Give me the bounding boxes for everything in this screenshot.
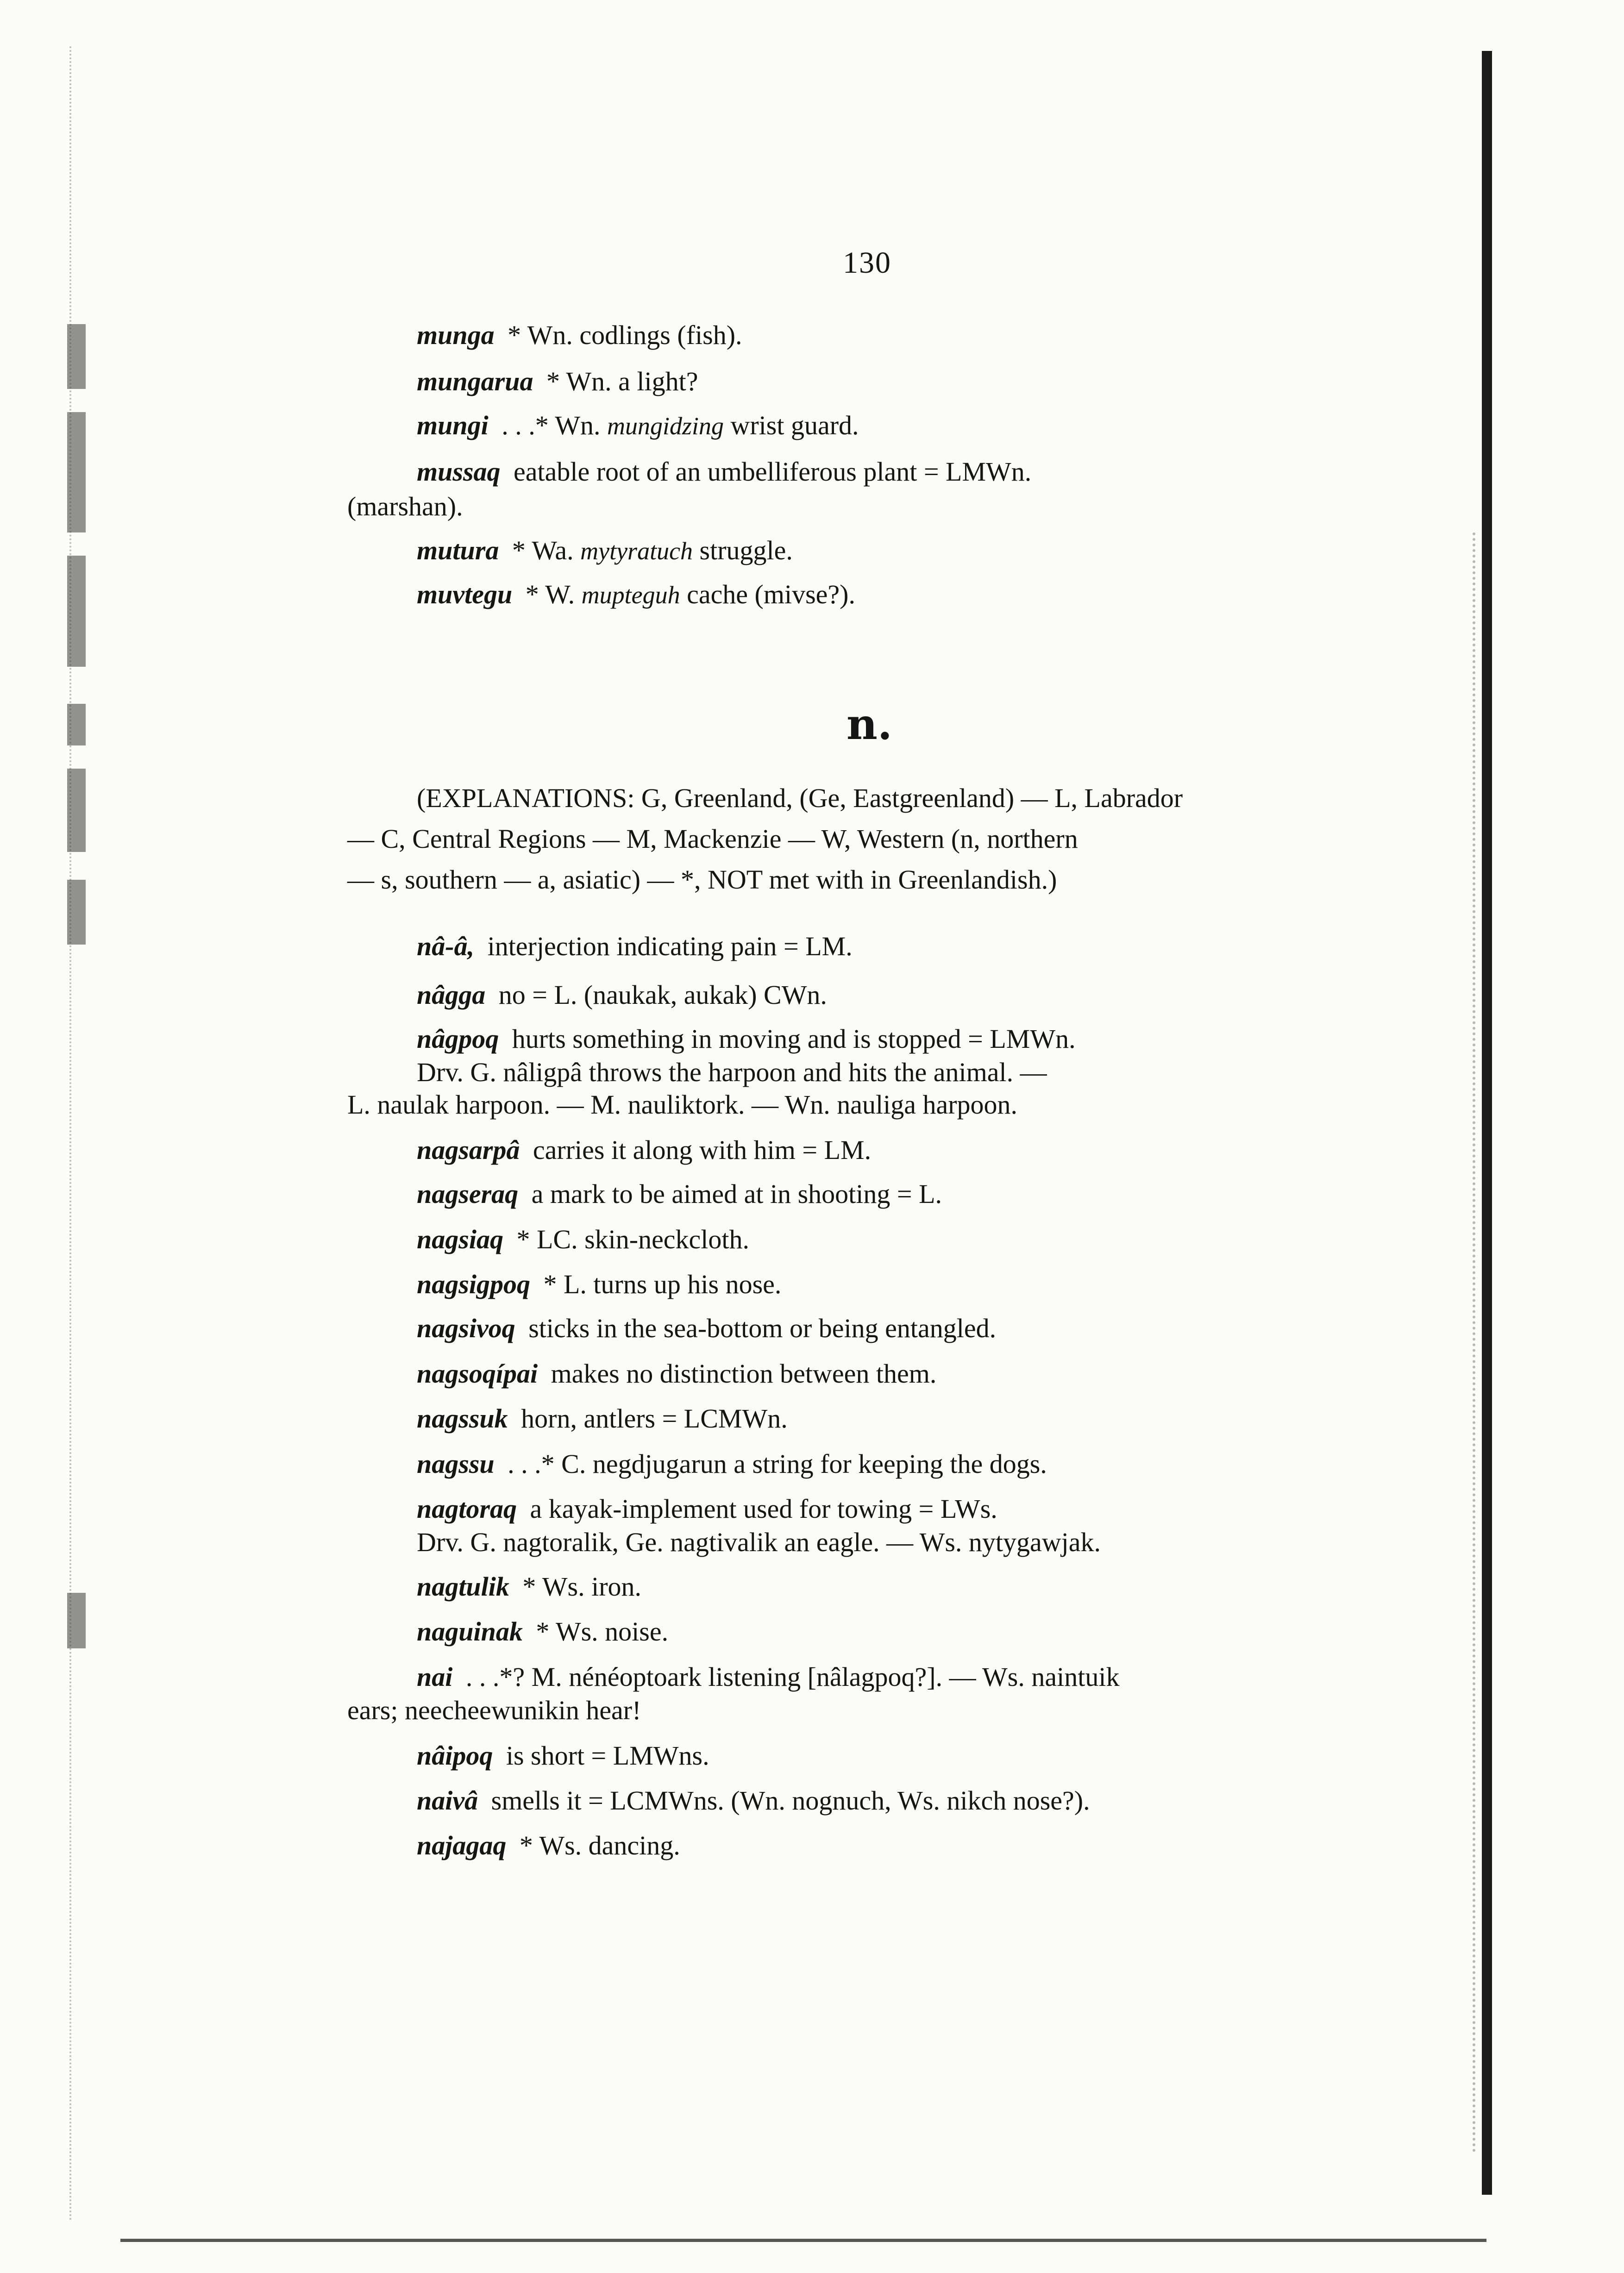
definition: * Ws. iron. — [515, 1572, 642, 1602]
list-item-continuation — [347, 1089, 1343, 1121]
definition: carries it along with him = LM. — [526, 1135, 872, 1165]
headword: nagssuk — [417, 1403, 508, 1434]
definition: sticks in the sea-bottom or being entangled. — [521, 1313, 997, 1343]
list-item — [417, 410, 1343, 442]
definition: . . .* Wn. — [495, 410, 607, 440]
derivation — [417, 1057, 1343, 1088]
list-item — [417, 535, 1343, 567]
source-form: mupteguh — [581, 581, 680, 609]
list-item — [417, 1023, 1343, 1055]
scan-edge-right-frayed — [1473, 532, 1489, 2153]
definition-tail: wrist guard. — [723, 410, 859, 440]
definition: * W. — [519, 579, 582, 609]
headword: nagseraq — [417, 1179, 519, 1209]
list-item — [417, 1830, 1343, 1861]
headword: nagsarpâ — [417, 1135, 520, 1165]
headword: nagsigpoq — [417, 1269, 530, 1299]
explanations-line: — C, Central Regions — M, Mackenzie — W, Western (n, northern — [347, 824, 1078, 854]
definition: horn, antlers = LCMWn. — [514, 1403, 788, 1434]
definition: * Wn. a light? — [539, 366, 698, 396]
scan-speckle — [67, 704, 86, 745]
section-letter: n. — [846, 699, 892, 749]
list-item — [417, 1269, 1343, 1300]
definition: a kayak-implement used for towing = LWs. — [523, 1494, 997, 1524]
definition: * LC. skin-neckcloth. — [509, 1224, 750, 1254]
headword: nâ-â, — [417, 931, 475, 961]
list-item-continuation — [347, 491, 1343, 522]
definition: no = L. (naukak, aukak) CWn. — [492, 980, 827, 1010]
definition: interjection indicating pain = LM. — [481, 931, 853, 961]
definition: . . .*? M. nénéoptoark listening [nâlagpoq?]. — Ws. naintuik — [459, 1662, 1120, 1692]
list-item — [417, 319, 1343, 351]
definition: * Ws. noise. — [529, 1616, 669, 1647]
list-item — [417, 1448, 1343, 1480]
headword: nagsiaq — [417, 1224, 503, 1254]
scan-speckle — [67, 324, 86, 389]
list-item — [417, 1616, 1343, 1647]
definition: makes no distinction between them. — [544, 1359, 937, 1389]
headword: mungarua — [417, 366, 533, 396]
headword: nâgpoq — [417, 1024, 499, 1054]
list-item — [417, 1178, 1343, 1210]
headword: muvtegu — [417, 579, 513, 609]
headword: mungi — [417, 410, 489, 440]
headword: mutura — [417, 535, 499, 565]
list-item — [417, 1661, 1343, 1693]
list-item — [417, 1785, 1343, 1816]
continuation: (marshan). — [347, 491, 463, 521]
list-item — [417, 366, 1343, 397]
explanations-line: — s, southern — a, asiatic) — *, NOT met with in Greenlandish.) — [347, 864, 1057, 895]
scan-speckle — [67, 556, 86, 667]
definition: is short = LMWns. — [499, 1741, 709, 1771]
list-item — [417, 1224, 1343, 1255]
definition: hurts something in moving and is stopped = LMWn. — [505, 1024, 1076, 1054]
source-form: mungidzing — [607, 412, 724, 440]
headword: nai — [417, 1662, 453, 1692]
headword: nagssu — [417, 1449, 495, 1479]
page-number: 130 — [843, 246, 891, 280]
continuation: ears; neecheewunikin hear! — [347, 1695, 641, 1725]
list-item — [417, 1358, 1343, 1390]
definition: eatable root of an umbelliferous plant = LMWn. — [507, 457, 1032, 487]
list-item-continuation — [347, 1695, 1343, 1726]
headword: naguinak — [417, 1616, 523, 1647]
list-item — [417, 1134, 1343, 1166]
definition: . . .* C. negdjugarun a string for keeping the dogs. — [501, 1449, 1047, 1479]
list-item — [417, 1740, 1343, 1772]
headword: najagaq — [417, 1830, 507, 1860]
scan-speckle — [67, 412, 86, 532]
definition-tail: cache (mivse?). — [680, 579, 855, 609]
headword: nagsivoq — [417, 1313, 515, 1343]
explanations-line: (EXPLANATIONS: G, Greenland, (Ge, Eastgreenland) — L, Labrador — [417, 783, 1183, 813]
headword: nagsoqípai — [417, 1359, 538, 1389]
list-item — [417, 1403, 1343, 1434]
list-item — [417, 1571, 1343, 1603]
headword: munga — [417, 320, 495, 350]
headword: nâipoq — [417, 1741, 493, 1771]
headword: nagtulik — [417, 1572, 509, 1602]
scan-speckle — [67, 1593, 86, 1648]
definition: * Wa. — [505, 535, 581, 565]
list-item — [417, 1493, 1343, 1525]
derivation-text: Drv. G. nagtoralik, Ge. nagtivalik an eagle. — Ws. nytygawjak. — [417, 1527, 1101, 1557]
headword: naivâ — [417, 1785, 478, 1816]
headword: mussaq — [417, 457, 501, 487]
scan-speckle — [67, 880, 86, 945]
definition: * Ws. dancing. — [513, 1830, 680, 1860]
scan-edge-bottom — [120, 2239, 1486, 2242]
scan-speckle — [67, 769, 86, 852]
headword: nâgga — [417, 980, 486, 1010]
derivation-text: Drv. G. nâligpâ throws the harpoon and hits the animal. — — [417, 1057, 1047, 1087]
definition: a mark to be aimed at in shooting = L. — [525, 1179, 942, 1209]
definition: * Wn. codlings (fish). — [501, 320, 742, 350]
source-form: mytyratuch — [580, 537, 693, 565]
list-item — [417, 579, 1343, 611]
list-item — [417, 456, 1343, 488]
list-item — [417, 979, 1343, 1011]
definition: smells it = LCMWns. (Wn. nognuch, Ws. nikch nose?). — [484, 1785, 1090, 1816]
list-item — [417, 1313, 1343, 1344]
explanations — [347, 778, 1250, 900]
derivation — [417, 1527, 1343, 1558]
list-item — [417, 931, 1343, 962]
headword: nagtoraq — [417, 1494, 517, 1524]
definition-tail: struggle. — [693, 535, 793, 565]
definition: * L. turns up his nose. — [536, 1269, 782, 1299]
continuation: L. naulak harpoon. — M. nauliktork. — Wn. nauliga harpoon. — [347, 1090, 1018, 1120]
